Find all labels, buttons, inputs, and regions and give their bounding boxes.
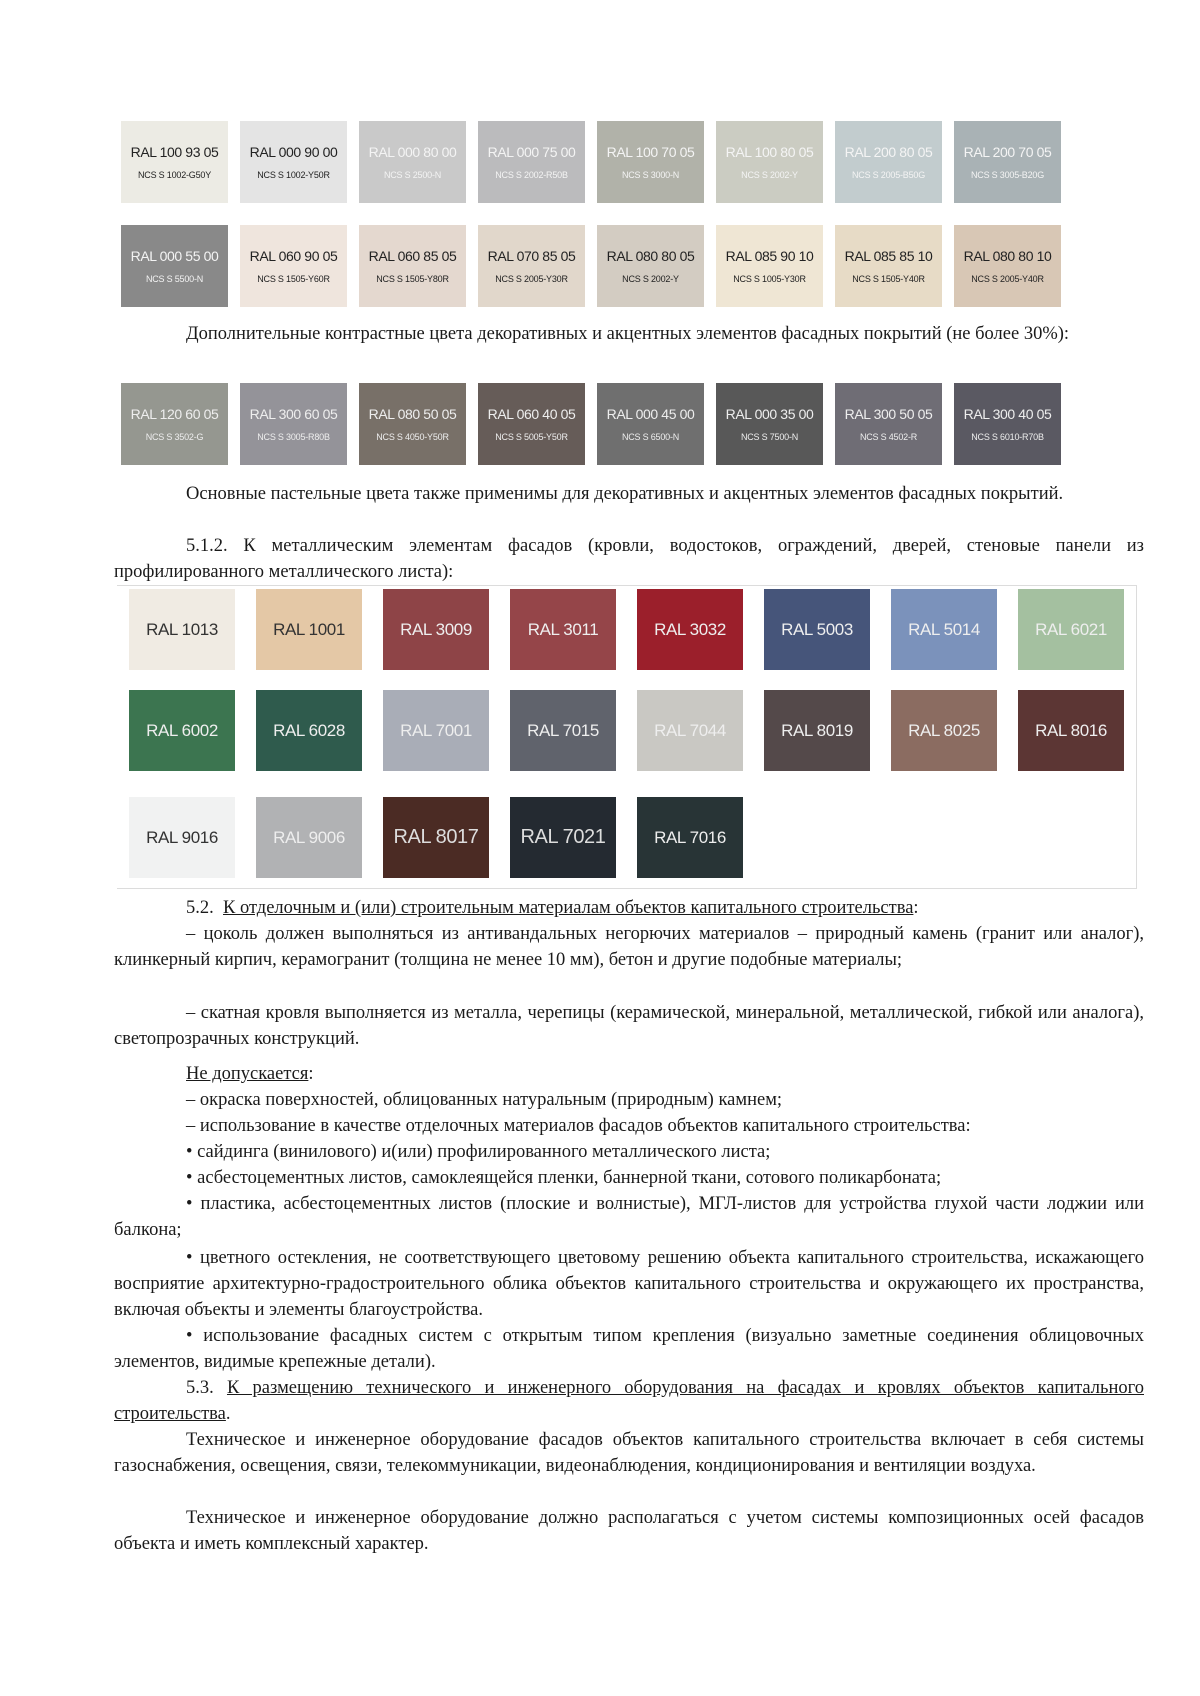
section-title: К отделочным и (или) строительным материалам объектов капитального строительства [223,898,914,918]
metal-swatch: RAL 1013 [129,589,235,670]
ral-code: RAL 070 85 05 [487,248,576,264]
ral-code: RAL 300 40 05 [963,406,1052,422]
ncs-code: NCS S 2002-R50B [495,170,568,180]
color-swatch [240,225,347,307]
ncs-code: NCS S 3502-G [145,432,204,442]
not-allowed-item: – окраска поверхностей, облицованных натуральным (природным) камнем; [186,1090,783,1110]
ncs-code: NCS S 5500-N [145,274,204,284]
bullet-item: • асбестоцементных листов, самоклеящейся пленки, баннерной ткани, сотового поликарбоната; [186,1168,942,1188]
metal-swatch: RAL 8017 [383,797,489,878]
ncs-code: NCS S 1002-G50Y [137,170,212,180]
color-swatch [478,383,585,465]
ncs-code: NCS S 3005-B20G [970,170,1045,180]
bullet-item: • цветного остекления, не соответствующего цветовому решению объекта капитального строительства, искажающего восприятие архитектурно-градостроительного облика объектов капитального строительства и окружающего их пространства, включая объекты и элементы благоустройства. [114,1248,1144,1320]
metal-swatch: RAL 7001 [383,690,489,771]
contrast-colors-intro: Дополнительные контрастные цвета декоративных и акцентных элементов фасадных покрытий (не более 30%): [186,324,1070,344]
ral-code: RAL 000 35 00 [725,406,814,422]
metal-swatch: RAL 7044 [637,690,743,771]
ncs-code: NCS S 6500-N [621,432,680,442]
metal-swatch: RAL 8019 [764,690,870,771]
color-swatch [240,383,347,465]
not-allowed-item: – использование в качестве отделочных материалов фасадов объектов капитального строительства: [186,1116,971,1136]
ncs-code: NCS S 1505-Y80R [376,274,449,284]
ral-code: RAL 300 50 05 [844,406,933,422]
ral-code: RAL 060 85 05 [368,248,457,264]
section-5-3-heading [114,1375,1144,1427]
ncs-code: NCS S 1005-Y30R [733,274,806,284]
section-5-2-heading [114,895,1144,921]
ncs-code: NCS S 1505-Y60R [257,274,330,284]
metal-swatch: RAL 5003 [764,589,870,670]
color-swatch [359,225,466,307]
ncs-code: NCS S 4050-Y50R [376,432,449,442]
metal-swatch: RAL 6021 [1018,589,1124,670]
pastel-swatch-row-1 [121,121,1061,203]
roof-requirement: – скатная кровля выполняется из металла, черепицы (керамической, минеральной, металлической, гибкой или аналога), светопрозрачных конструкций. [114,1003,1144,1049]
metal-swatch: RAL 7021 [510,797,616,878]
metal-swatch: RAL 8025 [891,690,997,771]
ncs-code: NCS S 2500-N [383,170,442,180]
colon: : [913,898,919,918]
color-swatch [478,121,585,203]
metal-swatch-row-2 [129,690,1124,771]
color-swatch [597,121,704,203]
color-swatch [597,225,704,307]
color-swatch [954,225,1061,307]
ral-code: RAL 060 90 05 [249,248,338,264]
bullet-item: • пластика, асбестоцементных листов (плоские и волнистые), МГЛ-листов для устройства глухой части лоджии или балкона; [114,1194,1144,1240]
not-allowed-title: Не допускается [186,1064,309,1084]
metal-swatch: RAL 6028 [256,690,362,771]
ncs-code: NCS S 7500-N [740,432,799,442]
color-swatch [121,383,228,465]
ral-code: RAL 000 80 00 [368,144,457,160]
ral-code: RAL 080 80 10 [963,248,1052,264]
metal-swatch: RAL 3032 [637,589,743,670]
ncs-code: NCS S 1505-Y40R [852,274,925,284]
pastel-swatch-row-2 [121,225,1061,307]
ral-code: RAL 085 85 10 [844,248,933,264]
ral-code: RAL 300 60 05 [249,406,338,422]
ral-code: RAL 000 90 00 [249,144,338,160]
metal-swatch: RAL 3011 [510,589,616,670]
color-swatch [716,121,823,203]
equipment-placement: Техническое и инженерное оборудование должно располагаться с учетом системы композиционных осей фасадов объекта и иметь комплексный характер. [114,1508,1144,1554]
color-swatch [597,383,704,465]
ral-code: RAL 080 80 05 [606,248,695,264]
pastel-note: Основные пастельные цвета также применимы для декоративных и акцентных элементов фасадных покрытий. [186,484,1064,504]
metal-swatch: RAL 9006 [256,797,362,878]
ncs-code: NCS S 2005-Y30R [495,274,568,284]
ral-code: RAL 200 80 05 [844,144,933,160]
ral-code: RAL 000 45 00 [606,406,695,422]
metal-swatch: RAL 9016 [129,797,235,878]
ral-code: RAL 080 50 05 [368,406,457,422]
color-swatch [240,121,347,203]
section-title: К размещению технического и инженерного оборудования на фасадах и кровлях объектов капитального строительства [114,1378,1144,1424]
color-swatch [954,383,1061,465]
section-number: 5.2. [186,898,214,918]
ncs-code: NCS S 3005-R80B [257,432,330,442]
color-swatch [359,121,466,203]
metal-swatch: RAL 7016 [637,797,743,878]
ncs-code: NCS S 1002-Y50R [257,170,330,180]
ral-code: RAL 120 60 05 [130,406,219,422]
metal-swatch: RAL 1001 [256,589,362,670]
ral-code: RAL 100 70 05 [606,144,695,160]
ral-code: RAL 000 75 00 [487,144,576,160]
metal-swatch: RAL 3009 [383,589,489,670]
ncs-code: NCS S 2005-Y40R [971,274,1044,284]
colon: : [308,1064,314,1084]
ral-code: RAL 100 93 05 [130,144,219,160]
ncs-code: NCS S 2002-Y [622,274,679,284]
metal-swatch: RAL 5014 [891,589,997,670]
color-swatch [835,225,942,307]
color-swatch [121,225,228,307]
color-swatch [478,225,585,307]
ncs-code: NCS S 2002-Y [741,170,798,180]
color-swatch [954,121,1061,203]
ral-code: RAL 060 40 05 [487,406,576,422]
metal-swatch: RAL 8016 [1018,690,1124,771]
bullet-item: • сайдинга (винилового) и(или) профилированного металлического листа; [186,1142,771,1162]
ral-code: RAL 100 80 05 [725,144,814,160]
section-number: 5.3. [186,1378,214,1398]
contrast-swatch-row [121,383,1061,465]
ncs-code: NCS S 6010-R70B [971,432,1044,442]
bullet-item: • использование фасадных систем с открытым типом крепления (визуально заметные соединения облицовочных элементов, видимые крепежные детали). [114,1326,1144,1372]
metal-swatch: RAL 7015 [510,690,616,771]
color-swatch [716,383,823,465]
period: . [225,1404,231,1424]
metal-swatch-row-1 [129,589,1124,670]
metal-swatch-row-3 [129,797,743,878]
ral-code: RAL 200 70 05 [963,144,1052,160]
ncs-code: NCS S 3000-N [621,170,680,180]
metal-swatch: RAL 6002 [129,690,235,771]
ral-code: RAL 085 90 10 [725,248,814,264]
color-swatch [716,225,823,307]
color-swatch [835,383,942,465]
not-allowed-heading [114,1061,1144,1087]
ncs-code: NCS S 4502-R [859,432,918,442]
metal-intro: 5.1.2. К металлическим элементам фасадов (кровли, водостоков, ограждений, дверей, стеновые панели из профилированного металлического листа): [114,536,1144,582]
equipment-description: Техническое и инженерное оборудование фасадов объектов капитального строительства включает в себя системы газоснабжения, освещения, связи, телекоммуникации, видеонаблюдения, кондиционирования и вентиляции воздуха. [114,1430,1144,1476]
plinth-requirement: – цоколь должен выполняться из антивандальных негорючих материалов – природный камень (гранит или аналог), клинкерный кирпич, керамогранит (толщина не менее 10 мм), бетон и другие подобные материалы; [114,924,1144,970]
ncs-code: NCS S 5005-Y50R [495,432,568,442]
color-swatch [121,121,228,203]
color-swatch [359,383,466,465]
ncs-code: NCS S 2005-B50G [851,170,926,180]
ral-code: RAL 000 55 00 [130,248,219,264]
color-swatch [835,121,942,203]
